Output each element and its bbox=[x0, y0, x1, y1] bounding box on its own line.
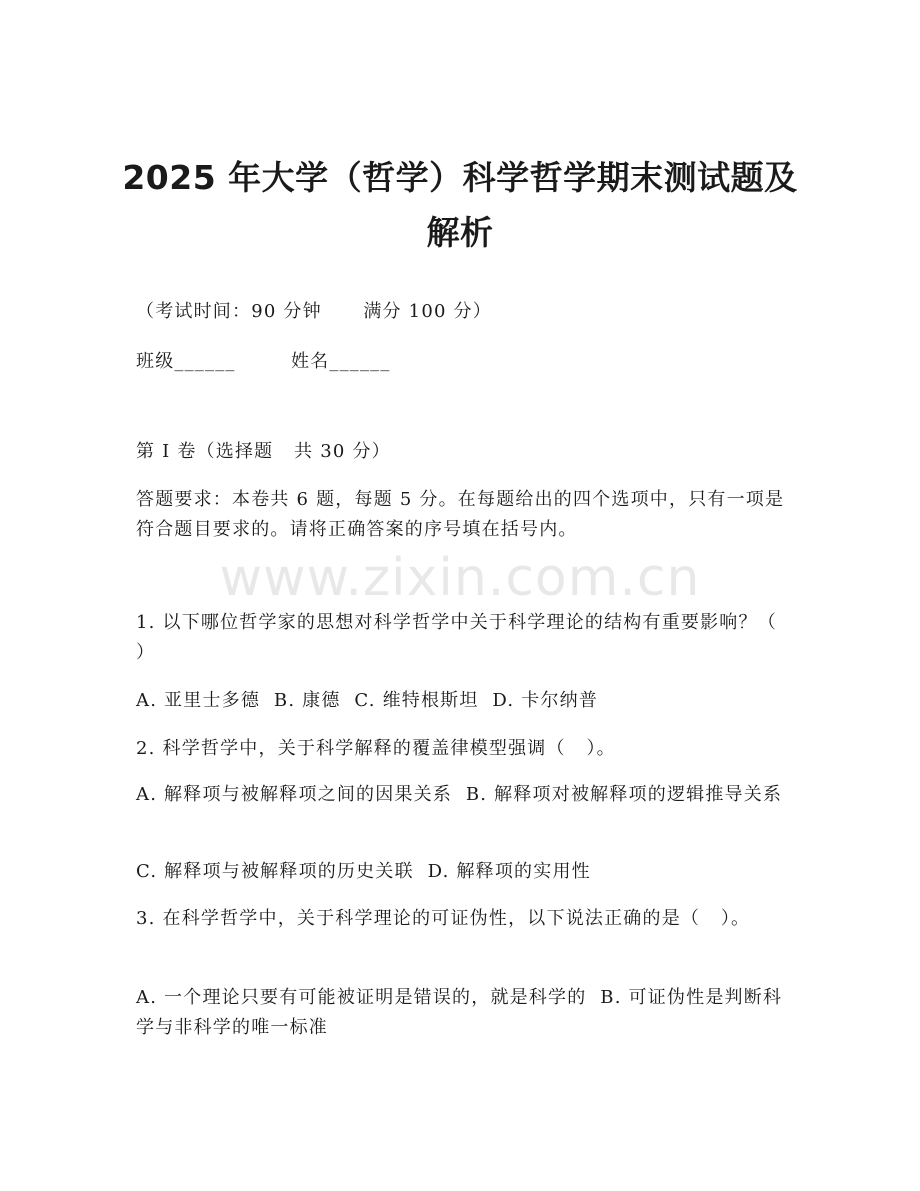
exam-info: （考试时间：90 分钟 满分 100 分） bbox=[136, 301, 492, 322]
instructions: 答题要求：本卷共 6 题，每题 5 分。在每题给出的四个选项中，只有一项是符合题目要求的。请将正确答案的序号填在括号内。 bbox=[136, 489, 785, 540]
class-name-line: 班级______ 姓名______ bbox=[136, 351, 391, 372]
question-2-stem: 2. 科学哲学中，关于科学解释的覆盖律模型强调（ ）。 bbox=[136, 738, 616, 759]
section-heading: 第 I 卷（选择题 共 30 分） bbox=[136, 441, 391, 462]
title-line-1: 2025 年大学（哲学）科学哲学期末测试题及 bbox=[122, 158, 798, 197]
title-line-2: 解析 bbox=[426, 213, 494, 252]
question-1-stem: 1. 以下哪位哲学家的思想对科学哲学中关于科学理论的结构有重要影响？（ ） bbox=[136, 612, 798, 663]
question-1-options: A. 亚里士多德 B. 康德 C. 维特根斯坦 D. 卡尔纳普 bbox=[136, 690, 599, 711]
question-3-options-ab: A. 一个理论只要有可能被证明是错误的，就是科学的 B. 可证伪性是判断科学与非科学的唯一标准 bbox=[136, 987, 783, 1038]
question-2-options-cd: C. 解释项与被解释项的历史关联 D. 解释项的实用性 bbox=[136, 861, 591, 882]
question-2-options-ab: A. 解释项与被解释项之间的因果关系 B. 解释项对被解释项的逻辑推导关系 bbox=[136, 784, 783, 805]
document-title bbox=[120, 150, 800, 260]
watermark: www.zixin.com.cn bbox=[219, 548, 701, 608]
question-3-stem: 3. 在科学哲学中，关于科学理论的可证伪性，以下说法正确的是（ ）。 bbox=[136, 908, 751, 929]
